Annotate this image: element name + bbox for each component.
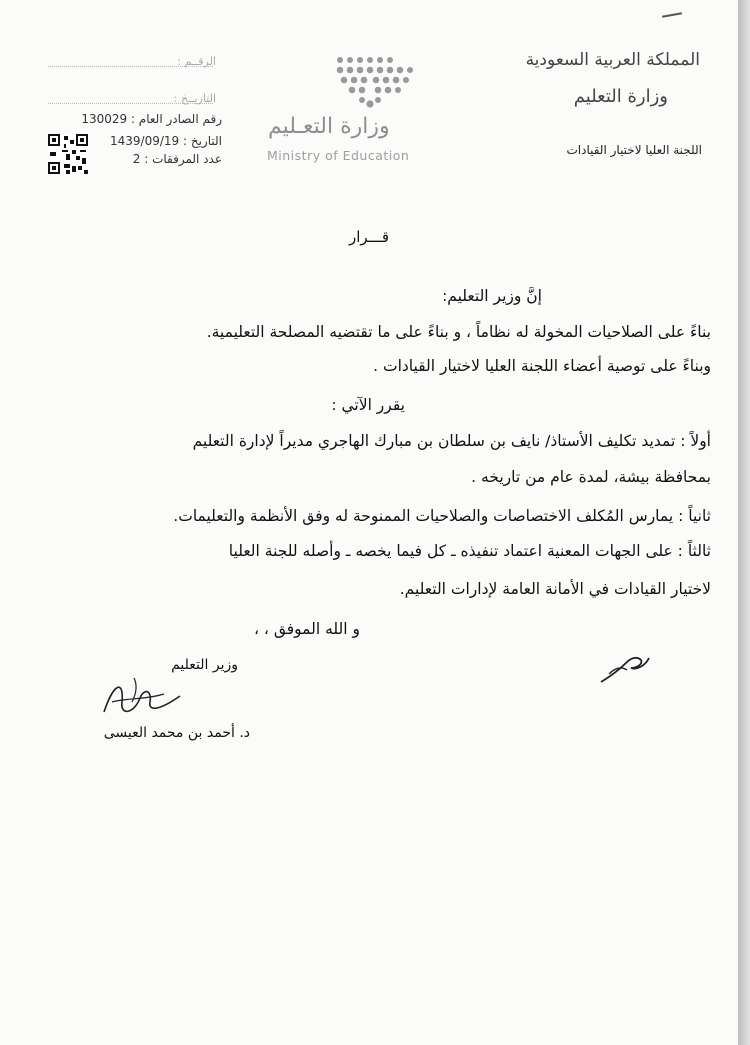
page-edge-shadow	[738, 0, 750, 1045]
date-label: التاريــخ :	[173, 92, 216, 105]
opening-line: إنَّ وزير التعليم:	[442, 287, 542, 305]
clause-third-continued: لاختيار القيادات في الأمانة العامة لإدارات التعليم.	[399, 580, 711, 598]
issue-date: التاريخ : 1439/09/19	[110, 134, 222, 148]
clause-first: أولاً : تمديد تكليف الأستاذ/ نايف بن سلطان بن مبارك الهاجري مديراً لإدارة التعليم	[192, 432, 711, 450]
kingdom-name: المملكة العربية السعودية	[525, 50, 700, 70]
attachments-count: عدد المرفقات : 2	[132, 152, 222, 166]
body-line: وبناءً على توصية أعضاء اللجنة العليا لاختيار القيادات .	[373, 357, 711, 375]
initials-mark	[597, 648, 653, 688]
minister-signature	[94, 672, 184, 722]
logo-arabic-text: وزارة التعـليم	[268, 114, 390, 139]
signatory-role: وزير التعليم	[171, 657, 238, 673]
ministry-name: وزارة التعليم	[573, 86, 668, 107]
logo-english-text: Ministry of Education	[267, 148, 410, 163]
decision-title: قـــرار	[348, 228, 390, 246]
clause-first-continued: بمحافظة بيشة، لمدة عام من تاريخه .	[471, 468, 711, 486]
committee-name: اللجنة العليا لاختيار القيادات	[566, 143, 702, 157]
general-number: رقم الصادر العام : 130029	[81, 112, 222, 126]
date-field-line	[48, 102, 213, 104]
signatory-name: د. أحمد بن محمد العيسى	[103, 725, 250, 741]
closing-line: و الله الموفق ، ،	[253, 620, 360, 638]
corner-mark	[662, 12, 682, 17]
qr-code	[48, 134, 88, 174]
number-label: الرقــم :	[177, 55, 216, 68]
decides-heading: يقرر الآتي :	[331, 396, 405, 414]
body-line: بناءً على الصلاحيات المخولة له نظاماً ، و بناءً على ما تقتضيه المصلحة التعليمية.	[206, 323, 711, 341]
clause-third: ثالثاً : على الجهات المعنية اعتماد تنفيذه ـ كل فيما يخصه ـ وأصله للجنة العليا	[228, 542, 711, 560]
number-field-line	[48, 65, 213, 67]
clause-second: ثانياً : يمارس المُكلف الاختصاصات والصلاحيات الممنوحة له وفق الأنظمة والتعليمات.	[173, 507, 711, 525]
